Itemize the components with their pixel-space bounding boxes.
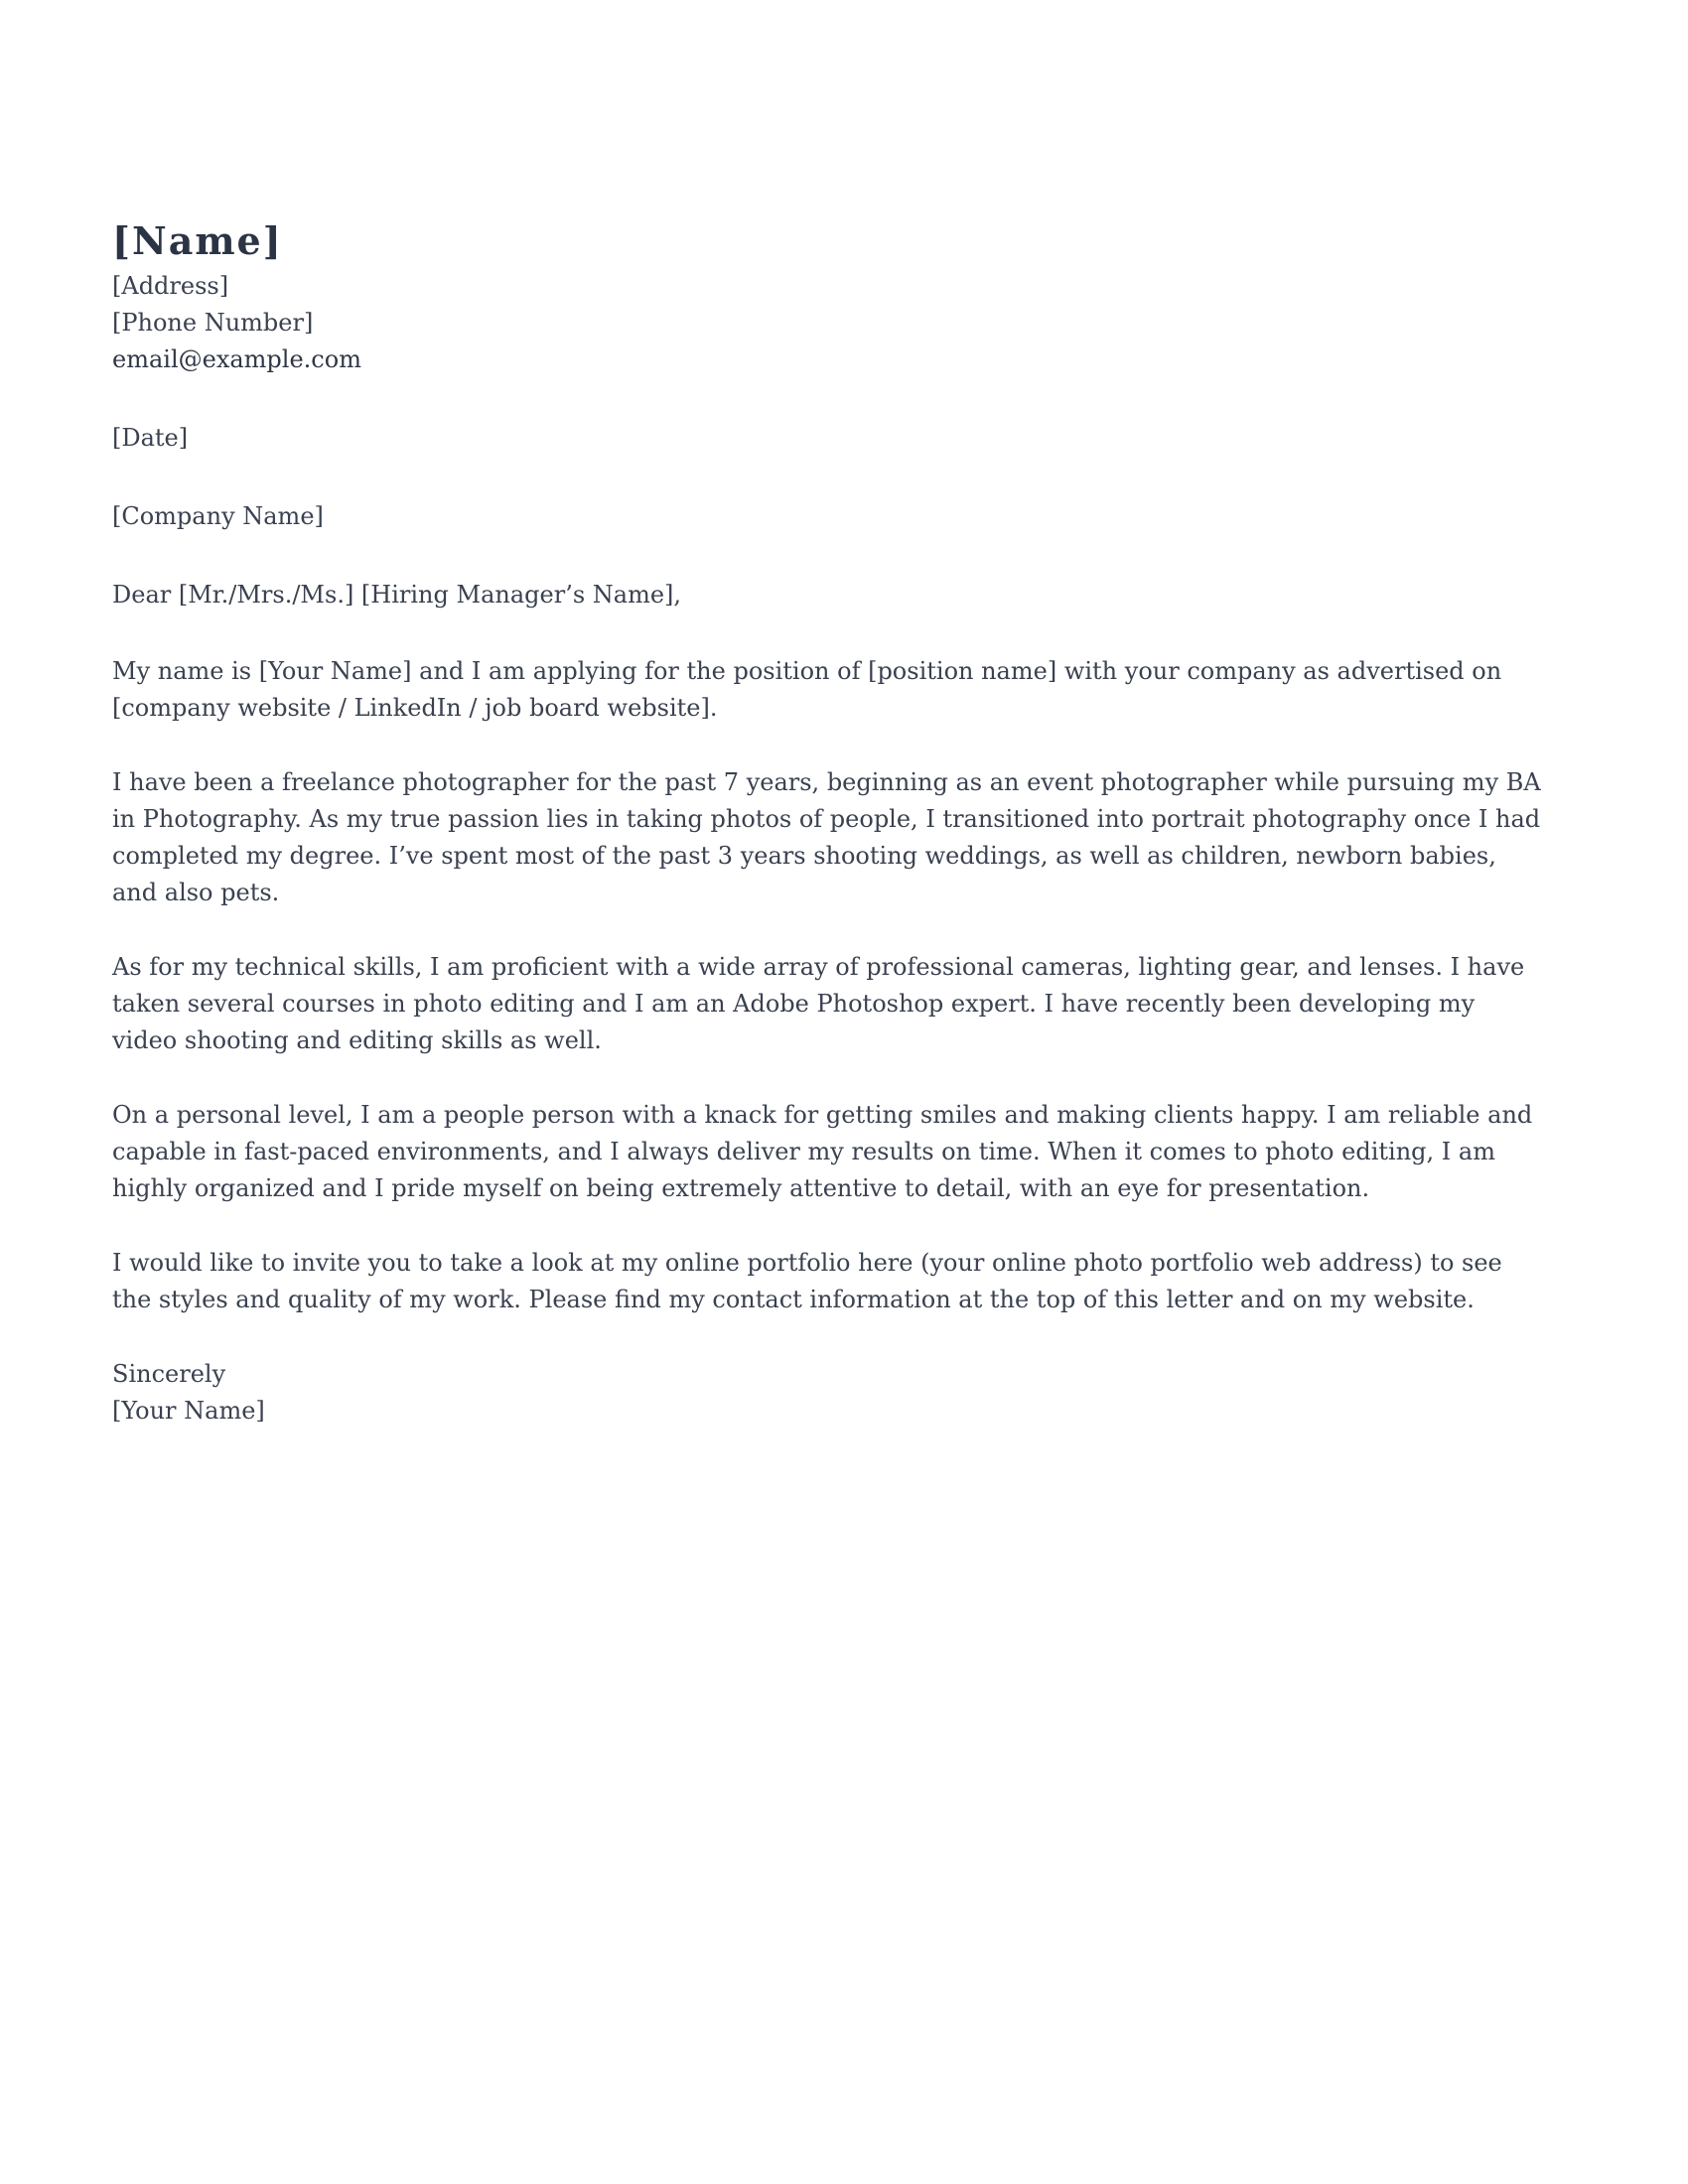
cover-letter [112, 216, 1547, 1430]
valediction: Sincerely [112, 1360, 226, 1388]
paragraph-intro: My name is [Your Name] and I am applying for the position of [position name] with your company as advertised on [company website / LinkedIn / job board website]. [112, 657, 1502, 722]
salutation: Dear [Mr./Mrs./Ms.] [Hiring Manager’s Name], [112, 581, 682, 609]
letter-date: [Date] [112, 424, 189, 452]
sender-address: [Address] [112, 272, 229, 300]
paragraph-technical-skills: As for my technical skills, I am proficient with a wide array of professional cameras, lighting gear, and lenses. I have taken several courses in photo editing and I am an Adobe Photoshop expert. I have recently been developing my video shooting and editing skills as well. [112, 953, 1525, 1054]
sender-email: email@example.com [112, 345, 361, 373]
paragraph-portfolio: I would like to invite you to take a look at my online portfolio here (your online photo portfolio web address) to see the styles and quality of my work. Please find my contact information at the top of this letter and on my website. [112, 1249, 1502, 1313]
sender-name: [Name] [112, 218, 283, 263]
recipient-company: [Company Name] [112, 502, 324, 530]
paragraph-experience: I have been a freelance photographer for the past 7 years, beginning as an event photographer while pursuing my BA in Photography. As my true passion lies in taking photos of people, I transitioned into portrait photography once I had completed my degree. I’ve spent most of the past 3 years shooting weddings, as well as children, newborn babies, and also pets. [112, 768, 1541, 906]
closing [112, 1356, 1547, 1430]
signature: [Your Name] [112, 1397, 265, 1425]
paragraph-personal: On a personal level, I am a people person with a knack for getting smiles and making clients happy. I am reliable and capable in fast-paced environments, and I always deliver my results on time. When it comes to photo editing, I am highly organized and I pride myself on being extremely attentive to detail, with an eye for presentation. [112, 1101, 1533, 1202]
sender-phone: [Phone Number] [112, 309, 314, 337]
